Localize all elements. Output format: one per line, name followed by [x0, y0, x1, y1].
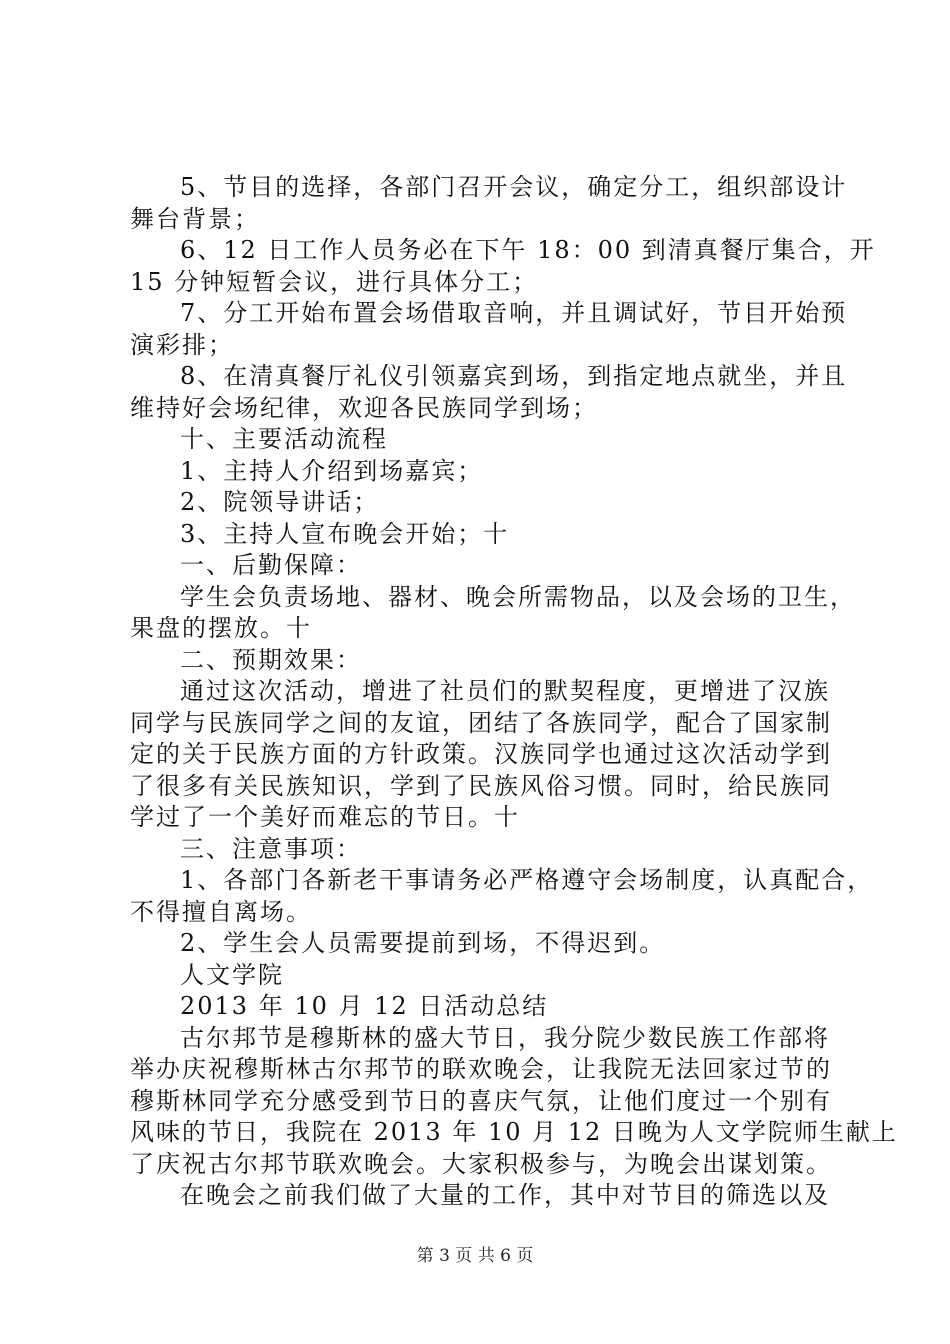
text-line: 风味的节日，我院在 2013 年 10 月 12 日晚为人文学院师生献上 [130, 1118, 898, 1146]
text-line: 果盘的摆放。十 [130, 614, 312, 642]
text-line: 十、主要活动流程 [180, 425, 388, 453]
text-line: 穆斯林同学充分感受到节日的喜庆气氛，让他们度过一个别有 [130, 1086, 832, 1115]
text-line: 1、各部门各新老干事请务必严格遵守会场制度，认真配合， [180, 866, 874, 894]
text-line: 2、学生会人员需要提前到场，不得迟到。 [180, 929, 666, 957]
text-line: 二、预期效果： [180, 645, 362, 674]
page-footer: 第 3 页 共 6 页 [416, 1246, 534, 1266]
text-line: 5、节目的选择，各部门召开会议，确定分工，组织部设计 [180, 173, 848, 201]
text-line: 2013 年 10 月 12 日活动总结 [180, 992, 549, 1020]
text-line: 15 分钟短暂会议，进行具体分工； [130, 267, 539, 296]
text-line: 舞台背景； [130, 204, 260, 233]
text-line: 6、12 日工作人员务必在下午 18：00 到清真餐厅集合，开 [180, 236, 876, 264]
text-line: 学过了一个美好而难忘的节日。十 [130, 803, 520, 831]
document-body [130, 172, 898, 1212]
text-line: 通过这次活动，增进了社员们的默契程度，更增进了汉族 [180, 677, 830, 705]
text-line: 不得擅自离场。 [130, 897, 312, 926]
text-line: 了很多有关民族知识，学到了民族风俗习惯。同时，给民族同 [130, 771, 832, 800]
text-line: 古尔邦节是穆斯林的盛大节日，我分院少数民族工作部将 [180, 1023, 830, 1052]
text-line: 举办庆祝穆斯林古尔邦节的联欢晚会，让我院无法回家过节的 [130, 1055, 832, 1083]
text-line: 3、主持人宣布晚会开始；十 [180, 519, 510, 548]
text-line: 学生会负责场地、器材、晚会所需物品，以及会场的卫生， [180, 582, 856, 611]
text-line: 1、主持人介绍到场嘉宾； [180, 456, 484, 485]
text-line: 人文学院 [180, 960, 284, 989]
text-line: 同学与民族同学之间的友谊，团结了各族同学，配合了国家制 [130, 708, 832, 737]
text-line: 在晚会之前我们做了大量的工作，其中对节目的筛选以及 [180, 1181, 830, 1209]
text-line: 三、注意事项： [180, 834, 362, 863]
text-line: 演彩排； [130, 330, 234, 359]
text-line: 一、后勤保障： [180, 551, 362, 579]
text-line: 2、院领导讲话； [180, 488, 380, 516]
text-line: 定的关于民族方面的方针政策。汉族同学也通过这次活动学到 [130, 740, 832, 768]
text-line: 8、在清真餐厅礼仪引领嘉宾到场，到指定地点就坐，并且 [180, 362, 848, 390]
text-line: 7、分工开始布置会场借取音响，并且调试好，节目开始预 [180, 299, 848, 327]
text-line: 维持好会场纪律，欢迎各民族同学到场； [130, 393, 598, 422]
text-line: 了庆祝古尔邦节联欢晚会。大家积极参与，为晚会出谋划策。 [130, 1149, 832, 1178]
